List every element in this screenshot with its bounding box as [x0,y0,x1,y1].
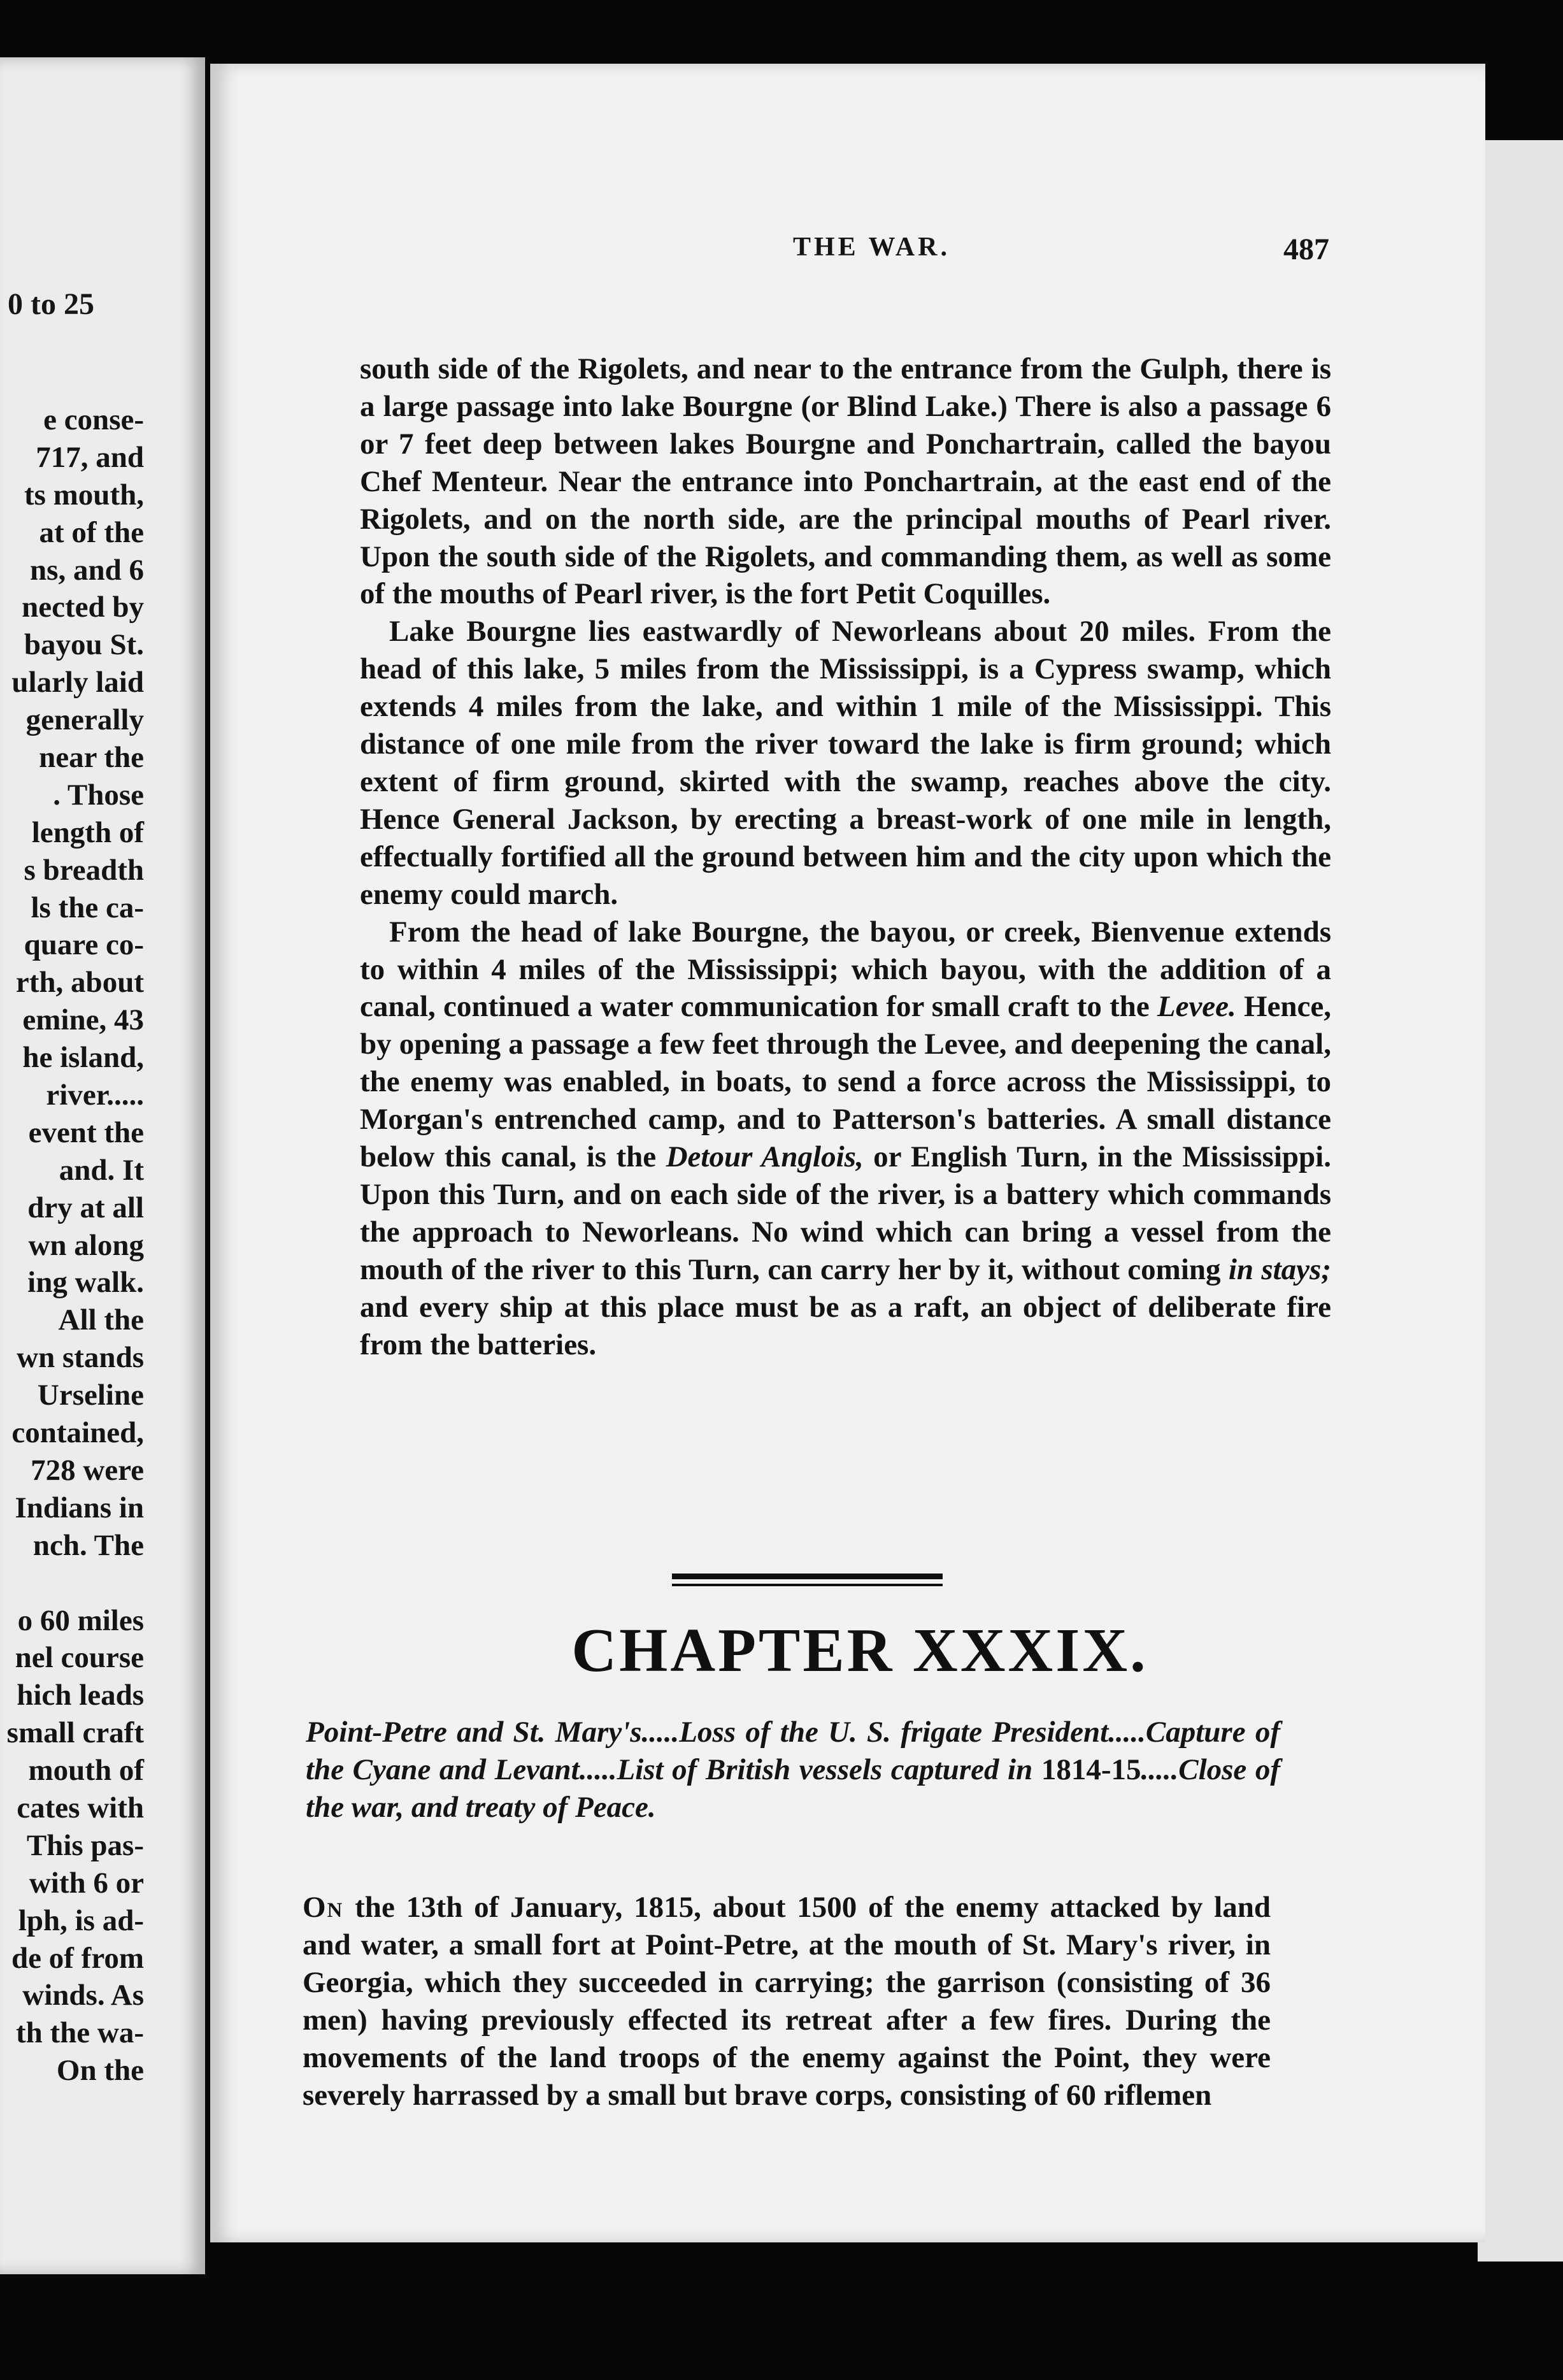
body-text [360,350,1331,1363]
facing-page-header: 0 to 25 [8,287,94,321]
facing-page-line: This pas- [26,1828,144,1862]
facing-page-line: and. It [59,1153,144,1187]
facing-page-line: bayou St. [24,628,144,662]
facing-page-line: nel course [15,1641,144,1675]
facing-page-line: at of the [39,515,144,549]
in-stays-term: in stays; [1228,1252,1331,1286]
facing-page-line: . Those [53,778,144,812]
facing-page-line: On the [56,2054,144,2088]
paragraph-2: Lake Bourgne lies eastwardly of Neworleans about 20 miles. From the head of this lake, 5 miles from the Mississippi, is a Cypress swamp, which extends 4 miles from the lake, and within 1 mile of the Mississippi. This distance of one mile from the river toward the lake is firm ground; which extent of firm ground, skirted with the swamp, reaches above the city. Hence General Jackson, by erecting a breast-work of one mile in length, effectually fortified all the ground between him and the city upon which the enemy could march. [360,615,1331,911]
chapter-opening-text: the 13th of January, 1815, about 1500 of the enemy attacked by land and water, a small fort at Point-Petre, at the mouth of St. Mary's river, in Georgia, which they succeeded in carrying; the garrison (consisting of 36 men) having previously effected its retreat after a few fires. During the movements of the land troops of the enemy against the Point, they were severely harrassed by a small but brave corps, consisting of 60 riflemen [303,1891,1271,2112]
facing-page-line: wn stands [17,1341,144,1375]
opening-word: On [303,1891,344,1924]
facing-page-line: nected by [22,591,144,624]
page-number: 487 [1283,233,1329,266]
facing-page-line: rth, about [15,966,144,1000]
synopsis-years: 1814-15 [1041,1753,1141,1786]
facing-page-line: e conse- [43,403,144,436]
facing-page-line: ing walk. [27,1266,144,1300]
running-head-title: THE WAR. [793,233,950,262]
facing-page-line: ts mouth, [24,478,144,512]
facing-page-line: cates with [17,1791,144,1824]
facing-page-line: river..... [46,1079,144,1112]
paragraph-3-text-c: or English Turn, in the Mississippi. Upon this Turn, and on each side of the river, is a battery which commands the approach to Neworleans. No wind which can bring a vessel from the mouth of the river to this Turn, can carry her by it, without coming [360,1140,1331,1286]
facing-page-line: o 60 miles [17,1603,144,1637]
facing-page-line: he island, [22,1041,144,1075]
facing-page-line: All the [58,1303,144,1337]
facing-page-text [7,401,144,2090]
facing-page-line: event the [28,1115,144,1149]
facing-page-line: emine, 43 [22,1003,144,1037]
synopsis-text-a: Point-Petre and St. Mary's.....Loss of the U. S. frigate President.....Capture of the Cyane and Levant.....List of British vessels captured in [306,1716,1280,1786]
chapter-title: CHAPTER XXXIX. [571,1616,1148,1685]
chapter-opening-paragraph [303,1889,1271,2114]
facing-page-line: length of [31,815,144,849]
facing-page-line: hich leads [17,1679,144,1712]
facing-page-line: generally [25,703,144,737]
paragraph-3-text-b: Hence, by opening a passage a few feet through the Levee, and deepening the canal, the enemy was enabled, in boats, to send a force across the Mississippi, to Morgan's entrenched camp, and to Patterson's batteries. A small distance below this canal, is the [360,990,1331,1174]
facing-page-line: 728 were [31,1453,144,1487]
facing-page-line: Indians in [15,1491,144,1524]
facing-page-line: th the wa- [15,2016,144,2050]
facing-page-line: s breadth [24,853,144,887]
facing-page-line: nch. The [32,1528,144,1562]
underlying-page-edge [1478,140,1563,2262]
facing-page-line: ns, and 6 [30,553,144,587]
facing-page-line: quare co- [24,928,144,962]
facing-page-line [7,1565,144,1602]
facing-page-line: winds. As [22,1979,144,2012]
paragraph-3-text-a: From the head of lake Bourgne, the bayou, or creek, Bienvenue extends to within 4 miles of the Mississippi; which bayou, with the addition of a canal, continued a water communication for small craft to the [360,915,1331,1024]
facing-page-line: mouth of [28,1754,144,1788]
facing-page-line: ls the ca- [31,891,144,924]
synopsis-text-b: .....Close of the war, and treaty of Peace. [306,1753,1280,1824]
paragraph-1: south side of the Rigolets, and near to the entrance from the Gulph, there is a large passage into lake Bourgne (or Blind Lake.) There is also a passage 6 or 7 feet deep between lakes Bourgne and Ponchartrain, called the bayou Chef Menteur. Near the entrance into Ponchartrain, at the east end of the Rigolets, and on the north side, are the principal mouths of Pearl river. Upon the south side of the Rigolets, and commanding them, as well as some of the mouths of Pearl river, is the fort Petit Coquilles. [360,352,1331,611]
chapter-synopsis [306,1714,1280,1826]
facing-page-line: 717, and [36,440,144,474]
running-head [366,232,1341,276]
facing-page-line: Urseline [37,1379,144,1412]
levee-term: Levee. [1157,990,1236,1024]
facing-page-line: lph, is ad- [18,1903,144,1937]
paragraph-3 [360,914,1331,1364]
facing-page-line: de of from [11,1941,144,1975]
paragraph-3-text-d: and every ship at this place must be as a raft, an object of deliberate fire from the batteries. [360,1290,1331,1361]
facing-page-line: dry at all [27,1191,144,1224]
facing-page-line: contained, [11,1416,144,1450]
facing-page [0,57,205,2274]
facing-page-line: with 6 or [29,1866,144,1900]
facing-page-line: small craft [6,1716,144,1750]
detour-anglois-term: Detour Anglois, [666,1140,864,1174]
facing-page-line: near the [39,741,144,775]
chapter-divider-rule [672,1574,943,1586]
facing-page-line: ularly laid [11,666,144,699]
facing-page-line: wn along [28,1228,144,1262]
